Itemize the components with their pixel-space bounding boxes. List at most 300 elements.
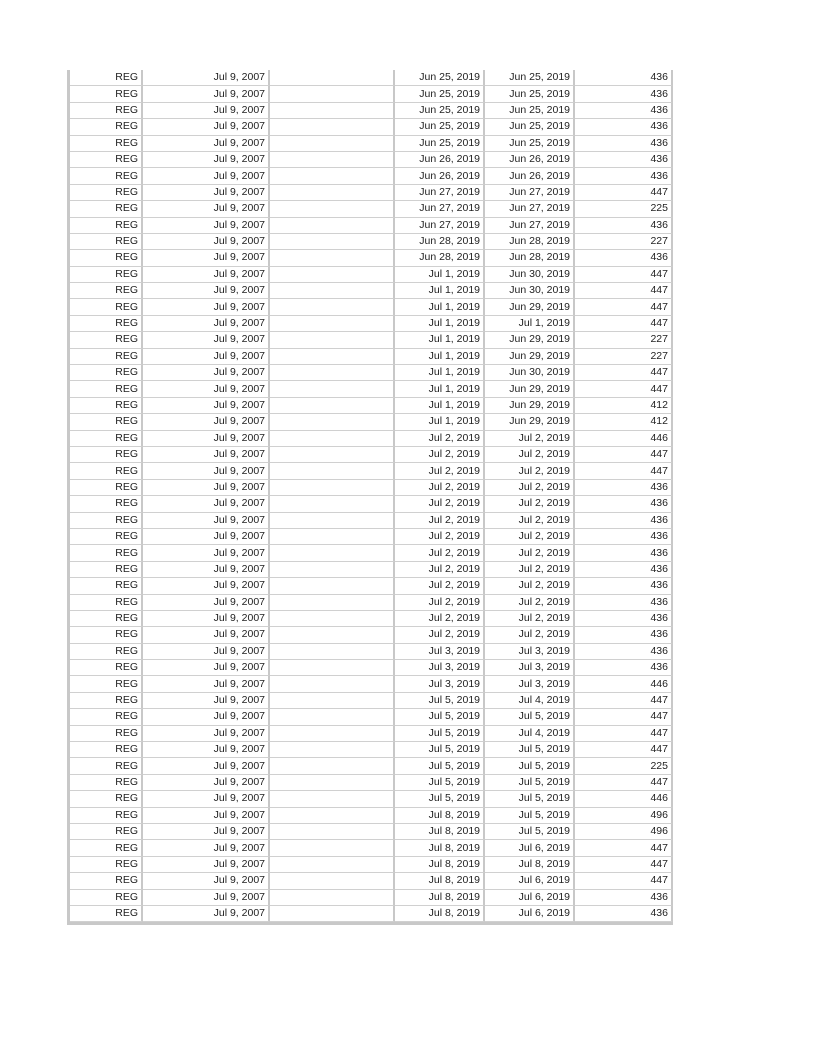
- date-a-cell: Jul 8, 2019: [395, 873, 485, 889]
- date-a-cell: Jul 2, 2019: [395, 545, 485, 561]
- date-b-cell: Jun 29, 2019: [485, 349, 575, 365]
- type-cell: REG: [70, 70, 143, 86]
- date-a-cell: Jul 5, 2019: [395, 709, 485, 725]
- date-a-cell: Jul 1, 2019: [395, 365, 485, 381]
- start-date-cell: Jul 9, 2007: [143, 824, 270, 840]
- date-a-cell: Jun 28, 2019: [395, 234, 485, 250]
- type-cell: REG: [70, 414, 143, 430]
- code-cell: 447: [575, 283, 673, 299]
- type-cell: REG: [70, 562, 143, 578]
- type-cell: REG: [70, 381, 143, 397]
- table-row: [70, 431, 673, 447]
- start-date-cell: Jul 9, 2007: [143, 463, 270, 479]
- date-a-cell: Jul 2, 2019: [395, 529, 485, 545]
- table-row: [70, 611, 673, 627]
- date-b-cell: Jun 25, 2019: [485, 103, 575, 119]
- date-a-cell: Jul 1, 2019: [395, 267, 485, 283]
- date-b-cell: Jul 6, 2019: [485, 840, 575, 856]
- code-cell: 436: [575, 545, 673, 561]
- type-cell: REG: [70, 119, 143, 135]
- type-cell: REG: [70, 349, 143, 365]
- type-cell: REG: [70, 365, 143, 381]
- date-b-cell: Jul 2, 2019: [485, 562, 575, 578]
- date-a-cell: Jun 25, 2019: [395, 70, 485, 86]
- table-row: [70, 742, 673, 758]
- blank-cell: [270, 381, 395, 397]
- code-cell: 447: [575, 185, 673, 201]
- blank-cell: [270, 480, 395, 496]
- blank-cell: [270, 545, 395, 561]
- date-a-cell: Jul 8, 2019: [395, 840, 485, 856]
- table-row: [70, 480, 673, 496]
- date-b-cell: Jul 5, 2019: [485, 758, 575, 774]
- date-a-cell: Jul 2, 2019: [395, 611, 485, 627]
- table-row: [70, 676, 673, 692]
- table-row: [70, 545, 673, 561]
- type-cell: REG: [70, 267, 143, 283]
- date-b-cell: Jun 27, 2019: [485, 201, 575, 217]
- start-date-cell: Jul 9, 2007: [143, 578, 270, 594]
- date-a-cell: Jul 1, 2019: [395, 332, 485, 348]
- start-date-cell: Jul 9, 2007: [143, 299, 270, 315]
- table-row: [70, 201, 673, 217]
- type-cell: REG: [70, 627, 143, 643]
- table-row: [70, 562, 673, 578]
- table-row: [70, 119, 673, 135]
- start-date-cell: Jul 9, 2007: [143, 758, 270, 774]
- date-b-cell: Jul 2, 2019: [485, 611, 575, 627]
- table-row: [70, 906, 673, 922]
- date-a-cell: Jul 5, 2019: [395, 758, 485, 774]
- date-b-cell: Jun 25, 2019: [485, 136, 575, 152]
- table-row: [70, 267, 673, 283]
- table-row: [70, 70, 673, 86]
- date-a-cell: Jul 2, 2019: [395, 480, 485, 496]
- date-a-cell: Jul 5, 2019: [395, 726, 485, 742]
- code-cell: 436: [575, 103, 673, 119]
- blank-cell: [270, 595, 395, 611]
- date-b-cell: Jul 8, 2019: [485, 857, 575, 873]
- start-date-cell: Jul 9, 2007: [143, 136, 270, 152]
- date-a-cell: Jun 27, 2019: [395, 218, 485, 234]
- table-row: [70, 349, 673, 365]
- start-date-cell: Jul 9, 2007: [143, 808, 270, 824]
- date-b-cell: Jul 2, 2019: [485, 496, 575, 512]
- blank-cell: [270, 660, 395, 676]
- code-cell: 436: [575, 70, 673, 86]
- start-date-cell: Jul 9, 2007: [143, 398, 270, 414]
- start-date-cell: Jul 9, 2007: [143, 562, 270, 578]
- date-b-cell: Jul 2, 2019: [485, 513, 575, 529]
- date-a-cell: Jul 1, 2019: [395, 398, 485, 414]
- code-cell: 447: [575, 463, 673, 479]
- type-cell: REG: [70, 676, 143, 692]
- code-cell: 496: [575, 808, 673, 824]
- type-cell: REG: [70, 758, 143, 774]
- start-date-cell: Jul 9, 2007: [143, 840, 270, 856]
- code-cell: 436: [575, 529, 673, 545]
- date-a-cell: Jun 27, 2019: [395, 185, 485, 201]
- table-row: [70, 709, 673, 725]
- start-date-cell: Jul 9, 2007: [143, 447, 270, 463]
- blank-cell: [270, 332, 395, 348]
- table-row: [70, 86, 673, 102]
- type-cell: REG: [70, 529, 143, 545]
- type-cell: REG: [70, 595, 143, 611]
- table-row: [70, 283, 673, 299]
- date-b-cell: Jul 6, 2019: [485, 873, 575, 889]
- date-a-cell: Jun 25, 2019: [395, 119, 485, 135]
- code-cell: 436: [575, 611, 673, 627]
- type-cell: REG: [70, 709, 143, 725]
- blank-cell: [270, 496, 395, 512]
- code-cell: 436: [575, 595, 673, 611]
- start-date-cell: Jul 9, 2007: [143, 218, 270, 234]
- type-cell: REG: [70, 398, 143, 414]
- blank-cell: [270, 529, 395, 545]
- type-cell: REG: [70, 431, 143, 447]
- blank-cell: [270, 824, 395, 840]
- code-cell: 436: [575, 627, 673, 643]
- table-row: [70, 381, 673, 397]
- table-row: [70, 168, 673, 184]
- type-cell: REG: [70, 791, 143, 807]
- blank-cell: [270, 136, 395, 152]
- type-cell: REG: [70, 250, 143, 266]
- date-b-cell: Jul 2, 2019: [485, 480, 575, 496]
- type-cell: REG: [70, 660, 143, 676]
- date-b-cell: Jun 29, 2019: [485, 299, 575, 315]
- code-cell: 227: [575, 234, 673, 250]
- type-cell: REG: [70, 906, 143, 922]
- start-date-cell: Jul 9, 2007: [143, 726, 270, 742]
- blank-cell: [270, 299, 395, 315]
- table-row: [70, 758, 673, 774]
- date-a-cell: Jul 1, 2019: [395, 381, 485, 397]
- table-row: [70, 791, 673, 807]
- date-a-cell: Jun 26, 2019: [395, 152, 485, 168]
- start-date-cell: Jul 9, 2007: [143, 545, 270, 561]
- blank-cell: [270, 676, 395, 692]
- type-cell: REG: [70, 480, 143, 496]
- table-row: [70, 496, 673, 512]
- code-cell: 447: [575, 873, 673, 889]
- start-date-cell: Jul 9, 2007: [143, 529, 270, 545]
- date-b-cell: Jun 29, 2019: [485, 381, 575, 397]
- date-a-cell: Jul 1, 2019: [395, 299, 485, 315]
- start-date-cell: Jul 9, 2007: [143, 283, 270, 299]
- code-cell: 446: [575, 791, 673, 807]
- table-row: [70, 365, 673, 381]
- blank-cell: [270, 562, 395, 578]
- table-row: [70, 316, 673, 332]
- start-date-cell: Jul 9, 2007: [143, 709, 270, 725]
- date-a-cell: Jul 2, 2019: [395, 496, 485, 512]
- start-date-cell: Jul 9, 2007: [143, 857, 270, 873]
- start-date-cell: Jul 9, 2007: [143, 86, 270, 102]
- start-date-cell: Jul 9, 2007: [143, 349, 270, 365]
- date-b-cell: Jun 30, 2019: [485, 365, 575, 381]
- type-cell: REG: [70, 857, 143, 873]
- date-a-cell: Jul 2, 2019: [395, 595, 485, 611]
- blank-cell: [270, 840, 395, 856]
- blank-cell: [270, 185, 395, 201]
- code-cell: 225: [575, 758, 673, 774]
- table-row: [70, 299, 673, 315]
- data-table-container: [67, 70, 670, 925]
- date-b-cell: Jun 25, 2019: [485, 86, 575, 102]
- blank-cell: [270, 578, 395, 594]
- type-cell: REG: [70, 234, 143, 250]
- code-cell: 447: [575, 726, 673, 742]
- date-b-cell: Jun 27, 2019: [485, 218, 575, 234]
- type-cell: REG: [70, 316, 143, 332]
- blank-cell: [270, 119, 395, 135]
- code-cell: 436: [575, 136, 673, 152]
- date-b-cell: Jul 6, 2019: [485, 906, 575, 922]
- table-row: [70, 463, 673, 479]
- blank-cell: [270, 103, 395, 119]
- blank-cell: [270, 709, 395, 725]
- table-row: [70, 218, 673, 234]
- start-date-cell: Jul 9, 2007: [143, 660, 270, 676]
- code-cell: 436: [575, 578, 673, 594]
- date-b-cell: Jul 2, 2019: [485, 447, 575, 463]
- table-row: [70, 857, 673, 873]
- code-cell: 436: [575, 119, 673, 135]
- code-cell: 496: [575, 824, 673, 840]
- code-cell: 436: [575, 480, 673, 496]
- table-row: [70, 332, 673, 348]
- code-cell: 447: [575, 316, 673, 332]
- blank-cell: [270, 70, 395, 86]
- table-row: [70, 644, 673, 660]
- start-date-cell: Jul 9, 2007: [143, 152, 270, 168]
- code-cell: 447: [575, 775, 673, 791]
- table-row: [70, 873, 673, 889]
- date-a-cell: Jul 8, 2019: [395, 857, 485, 873]
- date-a-cell: Jul 2, 2019: [395, 463, 485, 479]
- type-cell: REG: [70, 742, 143, 758]
- date-a-cell: Jul 2, 2019: [395, 431, 485, 447]
- blank-cell: [270, 234, 395, 250]
- type-cell: REG: [70, 808, 143, 824]
- date-a-cell: Jun 27, 2019: [395, 201, 485, 217]
- blank-cell: [270, 414, 395, 430]
- date-a-cell: Jul 3, 2019: [395, 660, 485, 676]
- blank-cell: [270, 791, 395, 807]
- code-cell: 447: [575, 693, 673, 709]
- code-cell: 436: [575, 890, 673, 906]
- date-b-cell: Jun 28, 2019: [485, 250, 575, 266]
- date-a-cell: Jul 1, 2019: [395, 316, 485, 332]
- blank-cell: [270, 742, 395, 758]
- table-row: [70, 529, 673, 545]
- date-b-cell: Jun 30, 2019: [485, 283, 575, 299]
- table-row: [70, 250, 673, 266]
- date-b-cell: Jul 5, 2019: [485, 791, 575, 807]
- blank-cell: [270, 906, 395, 922]
- type-cell: REG: [70, 299, 143, 315]
- code-cell: 447: [575, 709, 673, 725]
- blank-cell: [270, 349, 395, 365]
- date-a-cell: Jul 5, 2019: [395, 742, 485, 758]
- start-date-cell: Jul 9, 2007: [143, 332, 270, 348]
- table-row: [70, 627, 673, 643]
- date-b-cell: Jul 6, 2019: [485, 890, 575, 906]
- date-b-cell: Jul 3, 2019: [485, 644, 575, 660]
- date-a-cell: Jul 1, 2019: [395, 414, 485, 430]
- blank-cell: [270, 86, 395, 102]
- type-cell: REG: [70, 644, 143, 660]
- start-date-cell: Jul 9, 2007: [143, 414, 270, 430]
- date-b-cell: Jul 2, 2019: [485, 529, 575, 545]
- code-cell: 227: [575, 332, 673, 348]
- code-cell: 447: [575, 267, 673, 283]
- date-b-cell: Jun 28, 2019: [485, 234, 575, 250]
- type-cell: REG: [70, 218, 143, 234]
- code-cell: 436: [575, 218, 673, 234]
- table-row: [70, 726, 673, 742]
- date-a-cell: Jul 8, 2019: [395, 890, 485, 906]
- start-date-cell: Jul 9, 2007: [143, 775, 270, 791]
- blank-cell: [270, 431, 395, 447]
- date-a-cell: Jul 8, 2019: [395, 824, 485, 840]
- code-cell: 436: [575, 644, 673, 660]
- start-date-cell: Jul 9, 2007: [143, 250, 270, 266]
- blank-cell: [270, 644, 395, 660]
- date-b-cell: Jul 4, 2019: [485, 726, 575, 742]
- code-cell: 447: [575, 447, 673, 463]
- start-date-cell: Jul 9, 2007: [143, 906, 270, 922]
- blank-cell: [270, 267, 395, 283]
- blank-cell: [270, 873, 395, 889]
- date-b-cell: Jul 3, 2019: [485, 660, 575, 676]
- type-cell: REG: [70, 168, 143, 184]
- blank-cell: [270, 857, 395, 873]
- start-date-cell: Jul 9, 2007: [143, 513, 270, 529]
- date-b-cell: Jul 2, 2019: [485, 545, 575, 561]
- type-cell: REG: [70, 840, 143, 856]
- code-cell: 436: [575, 906, 673, 922]
- date-a-cell: Jul 8, 2019: [395, 906, 485, 922]
- code-cell: 447: [575, 365, 673, 381]
- type-cell: REG: [70, 103, 143, 119]
- code-cell: 436: [575, 513, 673, 529]
- start-date-cell: Jul 9, 2007: [143, 595, 270, 611]
- date-a-cell: Jul 2, 2019: [395, 513, 485, 529]
- type-cell: REG: [70, 185, 143, 201]
- date-a-cell: Jul 5, 2019: [395, 693, 485, 709]
- table-row: [70, 824, 673, 840]
- date-a-cell: Jul 3, 2019: [395, 644, 485, 660]
- type-cell: REG: [70, 283, 143, 299]
- start-date-cell: Jul 9, 2007: [143, 693, 270, 709]
- date-b-cell: Jun 25, 2019: [485, 70, 575, 86]
- date-b-cell: Jun 29, 2019: [485, 414, 575, 430]
- start-date-cell: Jul 9, 2007: [143, 480, 270, 496]
- blank-cell: [270, 627, 395, 643]
- type-cell: REG: [70, 693, 143, 709]
- start-date-cell: Jul 9, 2007: [143, 676, 270, 692]
- date-a-cell: Jun 26, 2019: [395, 168, 485, 184]
- date-a-cell: Jul 2, 2019: [395, 627, 485, 643]
- date-b-cell: Jul 1, 2019: [485, 316, 575, 332]
- blank-cell: [270, 775, 395, 791]
- date-b-cell: Jul 3, 2019: [485, 676, 575, 692]
- start-date-cell: Jul 9, 2007: [143, 267, 270, 283]
- type-cell: REG: [70, 578, 143, 594]
- table-row: [70, 103, 673, 119]
- table-row: [70, 693, 673, 709]
- table-body: [70, 70, 673, 922]
- type-cell: REG: [70, 152, 143, 168]
- start-date-cell: Jul 9, 2007: [143, 496, 270, 512]
- start-date-cell: Jul 9, 2007: [143, 611, 270, 627]
- data-table: [67, 70, 673, 925]
- date-a-cell: Jul 1, 2019: [395, 283, 485, 299]
- date-b-cell: Jul 4, 2019: [485, 693, 575, 709]
- code-cell: 227: [575, 349, 673, 365]
- type-cell: REG: [70, 611, 143, 627]
- date-b-cell: Jul 2, 2019: [485, 595, 575, 611]
- type-cell: REG: [70, 201, 143, 217]
- code-cell: 412: [575, 414, 673, 430]
- blank-cell: [270, 611, 395, 627]
- code-cell: 446: [575, 431, 673, 447]
- code-cell: 436: [575, 496, 673, 512]
- type-cell: REG: [70, 824, 143, 840]
- table-row: [70, 775, 673, 791]
- start-date-cell: Jul 9, 2007: [143, 365, 270, 381]
- code-cell: 436: [575, 660, 673, 676]
- start-date-cell: Jul 9, 2007: [143, 70, 270, 86]
- start-date-cell: Jul 9, 2007: [143, 644, 270, 660]
- start-date-cell: Jul 9, 2007: [143, 234, 270, 250]
- date-b-cell: Jun 29, 2019: [485, 398, 575, 414]
- blank-cell: [270, 447, 395, 463]
- date-a-cell: Jul 2, 2019: [395, 578, 485, 594]
- date-a-cell: Jul 1, 2019: [395, 349, 485, 365]
- blank-cell: [270, 152, 395, 168]
- blank-cell: [270, 218, 395, 234]
- code-cell: 436: [575, 86, 673, 102]
- code-cell: 446: [575, 676, 673, 692]
- blank-cell: [270, 890, 395, 906]
- date-a-cell: Jul 2, 2019: [395, 447, 485, 463]
- table-row: [70, 447, 673, 463]
- blank-cell: [270, 365, 395, 381]
- start-date-cell: Jul 9, 2007: [143, 627, 270, 643]
- code-cell: 447: [575, 381, 673, 397]
- date-b-cell: Jul 5, 2019: [485, 742, 575, 758]
- date-a-cell: Jul 2, 2019: [395, 562, 485, 578]
- date-b-cell: Jun 26, 2019: [485, 152, 575, 168]
- blank-cell: [270, 726, 395, 742]
- type-cell: REG: [70, 545, 143, 561]
- table-row: [70, 578, 673, 594]
- table-row: [70, 414, 673, 430]
- date-b-cell: Jun 27, 2019: [485, 185, 575, 201]
- date-b-cell: Jun 29, 2019: [485, 332, 575, 348]
- blank-cell: [270, 513, 395, 529]
- date-b-cell: Jun 26, 2019: [485, 168, 575, 184]
- date-a-cell: Jun 25, 2019: [395, 103, 485, 119]
- date-b-cell: Jun 30, 2019: [485, 267, 575, 283]
- code-cell: 447: [575, 840, 673, 856]
- type-cell: REG: [70, 513, 143, 529]
- blank-cell: [270, 693, 395, 709]
